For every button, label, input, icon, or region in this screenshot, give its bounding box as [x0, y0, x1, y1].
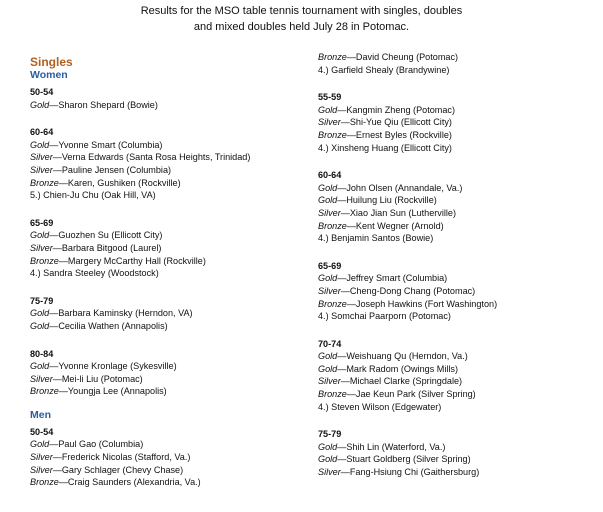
competitor-name: Karen, Gushiken (Rockville) [67, 177, 181, 188]
competitor-name: Shi-Yue Qiu (Ellicott City) [349, 117, 452, 128]
age-group [318, 338, 598, 414]
competitor-name: Gary Schlager (Chevy Chase) [61, 464, 184, 475]
medal-label: Bronze [30, 386, 59, 397]
age-group [318, 169, 598, 245]
em-dash [49, 321, 58, 331]
result-entry [30, 151, 300, 164]
em-dash [49, 308, 58, 318]
competitor-name: 4.) Somchai Paarporn (Potomac) [318, 311, 451, 322]
competitor-name: Youngja Lee (Annapolis) [67, 386, 167, 397]
medal-label: Silver [318, 376, 341, 387]
result-entry [318, 116, 598, 129]
result-entry [30, 476, 300, 489]
result-entry [318, 272, 598, 285]
competitor-name: 4.) Benjamin Santos (Bowie) [318, 233, 434, 244]
age-group [30, 348, 300, 398]
competitor-name: Jeffrey Smart (Columbia) [346, 273, 448, 284]
medal-label: Bronze [318, 220, 347, 231]
medal-label: Silver [318, 207, 341, 218]
medal-label: Gold [318, 363, 338, 374]
result-entry [30, 99, 300, 112]
result-entry [30, 189, 300, 202]
em-dash [337, 454, 346, 464]
age-group [30, 126, 300, 202]
competitor-name: Kent Wegner (Arnold) [355, 220, 444, 231]
result-entry [318, 64, 598, 77]
competitor-name: Frederick Nicolas (Stafford, Va.) [61, 452, 191, 463]
result-entry [30, 451, 300, 464]
medal-label: Gold [30, 439, 50, 450]
result-entry [318, 129, 598, 142]
medal-label: Gold [318, 454, 338, 465]
medal-label: Gold [318, 104, 338, 115]
competitor-name: Michael Clarke (Springdale) [349, 376, 463, 387]
left-column [30, 55, 300, 489]
result-entry [318, 350, 598, 363]
medal-label: Gold [318, 441, 338, 452]
header-line-1: Results for the MSO table tennis tournament with singles, doubles [140, 5, 463, 17]
header-line-2: and mixed doubles held July 28 in Potomac. [193, 21, 410, 33]
em-dash [337, 105, 346, 115]
em-dash [337, 183, 346, 193]
em-dash [347, 299, 356, 309]
em-dash [59, 477, 68, 487]
medal-label: Bronze [318, 298, 347, 309]
medal-label: Silver [318, 467, 341, 478]
age-group-heading: 60-64 [318, 170, 342, 181]
competitor-name: Stuart Goldberg (Silver Spring) [346, 454, 471, 465]
result-entry [318, 388, 598, 401]
age-group [318, 91, 598, 154]
medal-label: Bronze [318, 129, 347, 140]
result-entry [318, 194, 598, 207]
medal-label: Gold [30, 361, 50, 372]
age-group-heading: 50-54 [30, 87, 54, 97]
age-group-heading: 70-74 [318, 338, 342, 349]
competitor-name: Yvonne Kronlage (Sykesville) [58, 361, 177, 372]
medal-label: Silver [30, 164, 53, 175]
medal-label: Bronze [318, 389, 347, 400]
competitor-name: Craig Saunders (Alexandria, Va.) [67, 477, 201, 488]
result-entry [318, 142, 598, 155]
result-entry [318, 285, 598, 298]
em-dash [53, 243, 62, 253]
medal-label: Gold [318, 182, 338, 193]
em-dash [59, 256, 68, 266]
medal-label: Bronze [30, 477, 59, 488]
result-entry [30, 464, 300, 477]
competitor-name: Joseph Hawkins (Fort Washington) [355, 298, 498, 309]
competitor-name: Jae Keun Park (Silver Spring) [355, 389, 476, 400]
result-entry [30, 164, 300, 177]
women-results [30, 86, 300, 398]
em-dash [341, 467, 350, 477]
age-group-heading: 50-54 [30, 426, 54, 437]
result-entry [30, 438, 300, 451]
competitor-name: Kangmin Zheng (Potomac) [346, 104, 455, 115]
competitor-name: Paul Gao (Columbia) [58, 439, 144, 450]
age-group-heading: 75-79 [30, 295, 54, 306]
em-dash [337, 442, 346, 452]
competitor-name: Xiao Jian Sun (Lutherville) [349, 207, 456, 218]
medal-label: Gold [30, 308, 50, 319]
em-dash [53, 374, 62, 384]
right-column [318, 51, 598, 479]
result-entry [318, 182, 598, 195]
gender-heading-men: Men [30, 408, 51, 421]
age-group [30, 426, 300, 489]
medal-label: Gold [30, 139, 50, 150]
competitor-name: Huilung Liu (Rockville) [346, 195, 437, 206]
competitor-name: Sharon Shepard (Bowie) [58, 99, 158, 110]
medal-label: Gold [30, 230, 50, 241]
result-entry [318, 51, 598, 64]
em-dash [347, 389, 356, 399]
competitor-name: Mei-li Liu (Potomac) [61, 373, 143, 384]
result-entry [30, 385, 300, 398]
medal-label: Silver [30, 373, 53, 384]
age-group-heading: 55-59 [318, 92, 342, 103]
result-entry [30, 255, 300, 268]
competitor-name: 4.) Xinsheng Huang (Ellicott City) [318, 142, 452, 153]
age-group [318, 260, 598, 323]
em-dash [49, 230, 58, 240]
em-dash [341, 376, 350, 386]
em-dash [53, 165, 62, 175]
gender-heading-women: Women [30, 69, 68, 81]
em-dash [59, 178, 68, 188]
medal-label: Bronze [30, 255, 59, 266]
result-entry [30, 360, 300, 373]
competitor-name: Cheng-Dong Chang (Potomac) [349, 285, 476, 296]
medal-label: Silver [30, 242, 53, 253]
medal-label: Gold [30, 320, 50, 331]
age-group-heading: 65-69 [318, 260, 342, 271]
result-entry [318, 401, 598, 414]
result-entry [318, 441, 598, 454]
em-dash [337, 364, 346, 374]
age-group-heading: 60-64 [30, 127, 54, 138]
medal-label: Silver [30, 452, 53, 463]
age-group-heading: 80-84 [30, 348, 54, 359]
result-entry [30, 320, 300, 333]
age-group [30, 295, 300, 333]
result-entry [318, 220, 598, 233]
em-dash [49, 439, 58, 449]
competitor-name: Barbara Bitgood (Laurel) [61, 242, 162, 253]
age-group [30, 217, 300, 280]
age-group-heading: 65-69 [30, 217, 54, 228]
em-dash [347, 52, 356, 62]
em-dash [341, 286, 350, 296]
competitor-name: Mark Radom (Owings Mills) [346, 363, 458, 374]
em-dash [53, 452, 62, 462]
em-dash [53, 152, 62, 162]
result-entry [318, 207, 598, 220]
age-group [30, 86, 300, 111]
result-entry [30, 307, 300, 320]
competitor-name: David Cheung (Potomac) [355, 52, 459, 62]
em-dash [49, 100, 58, 110]
em-dash [49, 361, 58, 371]
result-entry [318, 453, 598, 466]
result-entry [318, 104, 598, 117]
em-dash [337, 351, 346, 361]
result-entry [318, 310, 598, 323]
medal-label: Bronze [318, 52, 347, 62]
competitor-name: Guozhen Su (Ellicott City) [58, 230, 163, 241]
result-entry [30, 373, 300, 386]
competitor-name: Weishuang Qu (Herndon, Va.) [346, 351, 468, 362]
result-entry [30, 229, 300, 242]
competitor-name: Margery McCarthy Hall (Rockville) [67, 255, 206, 266]
em-dash [347, 130, 356, 140]
men-results [30, 426, 300, 489]
competitor-name: Cecilia Wathen (Annapolis) [58, 320, 168, 331]
result-entry [30, 177, 300, 190]
competitor-name: Pauline Jensen (Columbia) [61, 164, 172, 175]
men-results-continued [318, 91, 598, 478]
result-entry [318, 363, 598, 376]
competitor-name: John Olsen (Annandale, Va.) [346, 182, 463, 193]
competitor-name: 4.) Garfield Shealy (Brandywine) [318, 64, 450, 75]
em-dash [341, 117, 350, 127]
medal-label: Silver [318, 285, 341, 296]
competitor-name: Fang-Hsiung Chi (Gaithersburg) [349, 467, 480, 478]
age-group-heading: 75-79 [318, 429, 342, 440]
competitor-name: 5.) Chien-Ju Chu (Oak Hill, VA) [30, 190, 156, 201]
em-dash [337, 195, 346, 205]
competitor-name: Shih Lin (Waterford, Va.) [346, 441, 446, 452]
medal-label: Gold [318, 351, 338, 362]
em-dash [341, 208, 350, 218]
competitor-name: Verna Edwards (Santa Rosa Heights, Trinidad) [61, 152, 251, 163]
em-dash [347, 221, 356, 231]
result-entry [318, 375, 598, 388]
competitor-name: 4.) Steven Wilson (Edgewater) [318, 401, 442, 412]
competitor-name: Ernest Byles (Rockville) [355, 129, 452, 140]
result-entry [30, 139, 300, 152]
competitor-name: Barbara Kaminsky (Herndon, VA) [58, 308, 193, 319]
em-dash [53, 465, 62, 475]
result-entry [30, 242, 300, 255]
document-header [0, 3, 603, 35]
competitor-name: 4.) Sandra Steeley (Woodstock) [30, 268, 159, 279]
em-dash [49, 140, 58, 150]
result-entry [318, 298, 598, 311]
competitor-name: Yvonne Smart (Columbia) [58, 139, 163, 150]
medal-label: Silver [318, 117, 341, 128]
result-entry [318, 232, 598, 245]
medal-label: Gold [30, 99, 50, 110]
result-entry [30, 267, 300, 280]
result-entry [318, 466, 598, 479]
continued-results [318, 51, 598, 76]
medal-label: Gold [318, 195, 338, 206]
em-dash [337, 273, 346, 283]
em-dash [59, 386, 68, 396]
age-group [318, 428, 598, 478]
medal-label: Silver [30, 152, 53, 163]
medal-label: Gold [318, 273, 338, 284]
medal-label: Bronze [30, 177, 59, 188]
medal-label: Silver [30, 464, 53, 475]
section-title: Singles [30, 55, 73, 69]
